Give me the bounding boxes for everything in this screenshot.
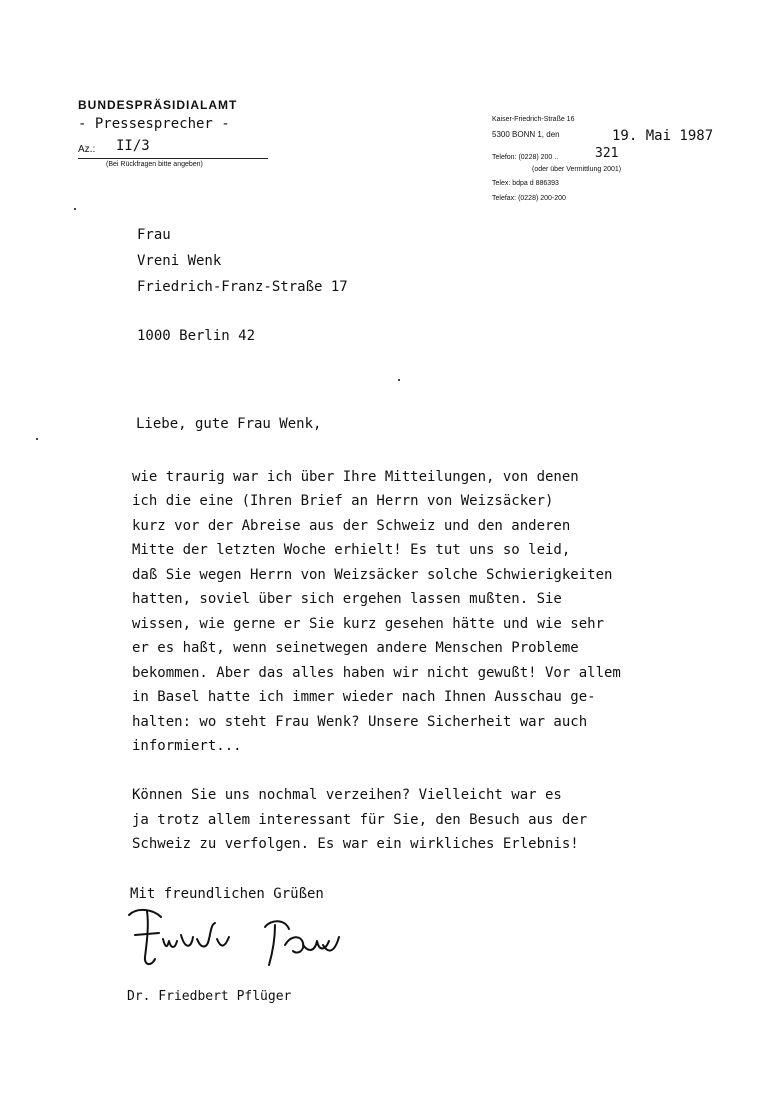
organization-name: BUNDESPRÄSIDIALAMT xyxy=(78,98,238,112)
recipient-street: Friedrich-Franz-Straße 17 xyxy=(137,279,348,295)
body-line: daß Sie wegen Herrn von Weizsäcker solche Schwierigkeiten xyxy=(132,567,613,583)
body-line: ja trotz allem interessant für Sie, den Besuch aus der xyxy=(132,812,588,828)
department-name: - Pressesprecher - xyxy=(78,116,230,132)
body-line: hatten, soviel über sich ergehen lassen mußten. Sie xyxy=(132,591,562,607)
body-line: ich die eine (Ihren Brief an Herrn von Weizsäcker) xyxy=(132,493,554,509)
body-line: Mitte der letzten Woche erhielt! Es tut uns so leid, xyxy=(132,542,571,558)
body-line: in Basel hatte ich immer wieder nach Ihnen Ausschau ge- xyxy=(132,689,596,705)
reference-value: II/3 xyxy=(116,138,150,154)
signatory-name: Dr. Friedbert Pflüger xyxy=(127,989,292,1004)
reference-underline xyxy=(78,158,268,159)
body-line: wie traurig war ich über Ihre Mitteilungen, von denen xyxy=(132,469,579,485)
reference-label: Az.: xyxy=(78,144,96,155)
scan-mark xyxy=(74,208,76,210)
sender-city: 5300 BONN 1, den xyxy=(492,130,560,139)
letter-greeting: Liebe, gute Frau Wenk, xyxy=(136,416,322,432)
sender-telex: Telex: bdpa d 886393 xyxy=(492,180,559,187)
scan-mark xyxy=(36,438,38,440)
sender-switchboard: (oder über Vermittlung 2001) xyxy=(532,166,622,173)
phone-extension: 321 xyxy=(595,146,619,161)
body-line: halten: wo steht Frau Wenk? Unsere Sicherheit war auch xyxy=(132,714,588,730)
body-line: Schweiz zu verfolgen. Es war ein wirkliches Erlebnis! xyxy=(132,836,579,852)
body-line: bekommen. Aber das alles haben wir nicht gewußt! Vor allem xyxy=(132,665,621,681)
recipient-city: 1000 Berlin 42 xyxy=(137,328,256,344)
recipient-name: Vreni Wenk xyxy=(137,253,222,269)
handwritten-signature xyxy=(125,905,355,975)
sender-phone: Telefon: (0228) 200 .. xyxy=(492,154,559,161)
recipient-salutation: Frau xyxy=(137,227,171,243)
sender-telefax: Telefax: (0228) 200-200 xyxy=(492,195,566,202)
reference-note: (Bei Rückfragen bitte angeben) xyxy=(106,161,203,168)
letter-date: 19. Mai 1987 xyxy=(612,128,714,144)
scan-mark xyxy=(398,379,400,381)
body-line: wissen, wie gerne er Sie kurz gesehen hätte und wie sehr xyxy=(132,616,605,632)
body-line: Können Sie uns nochmal verzeihen? Vielleicht war es xyxy=(132,787,562,803)
body-line: kurz vor der Abreise aus der Schweiz und den anderen xyxy=(132,518,571,534)
sender-street: Kaiser-Friedrich-Straße 16 xyxy=(492,116,575,123)
body-line: er es haßt, wenn seinetwegen andere Menschen Probleme xyxy=(132,640,579,656)
body-line: informiert... xyxy=(132,738,242,754)
letter-closing: Mit freundlichen Grüßen xyxy=(130,886,324,902)
